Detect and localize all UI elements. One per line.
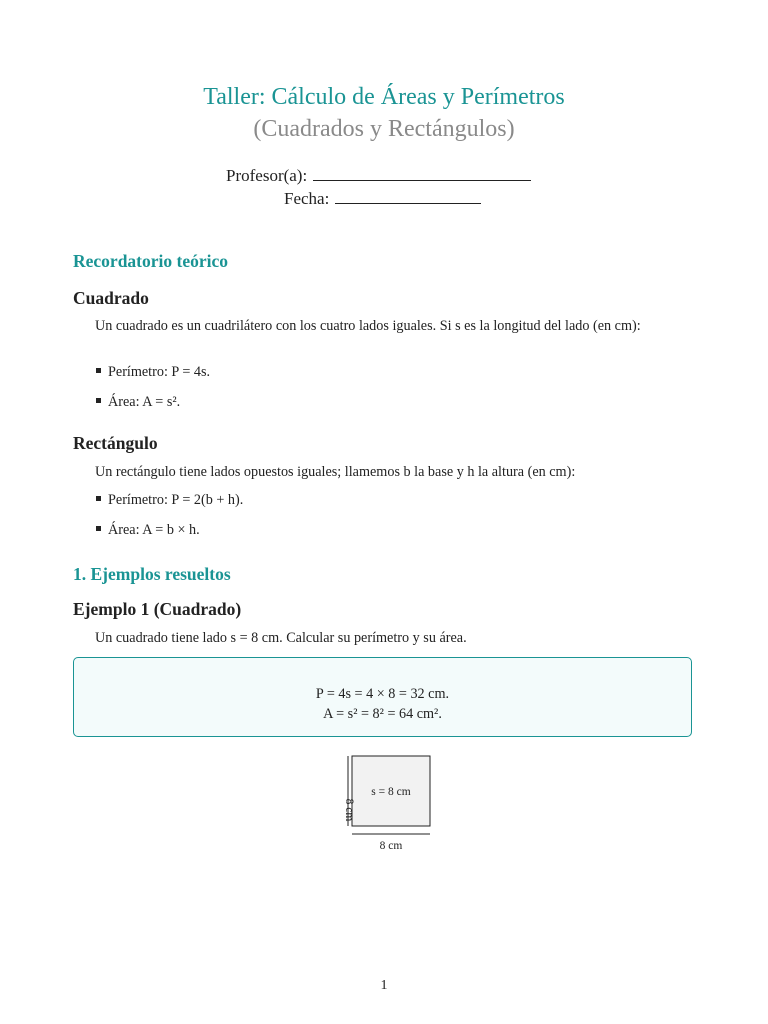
rectangle-area-text: Área: A = b × h. [108,522,200,538]
solution-area: A = s² = 8² = 64 cm². [323,706,442,722]
example1-heading: Ejemplo 1 (Cuadrado) [73,599,242,619]
profesor-label: Profesor(a): [226,166,308,185]
document-subtitle: (Cuadrados y Rectángulos) [253,116,515,142]
example1-statement: Un cuadrado tiene lado s = 8 cm. Calcular su perímetro y su área. [95,630,467,646]
rectangle-intro: Un rectángulo tiene lados opuestos iguales; llamemos b la base y h la altura (en cm): [95,464,576,480]
solution-box [73,657,692,737]
bullet-icon [96,496,101,501]
bullet-icon [96,398,101,403]
rectangle-perimeter-text: Perímetro: P = 2(b + h). [108,492,244,508]
examples-heading: 1. Ejemplos resueltos [73,564,231,584]
profesor-field [226,164,531,186]
bullet-icon [96,368,101,373]
square-inner-label: s = 8 cm [371,786,411,798]
side-dimension-label: 8 cm [343,798,355,822]
rectangle-perimeter-item [96,492,243,509]
solution-perimeter: P = 4s = 4 × 8 = 32 cm. [315,686,450,702]
bottom-dimension-label: 8 cm [379,840,403,852]
square-area-text: Área: A = s². [108,394,181,410]
rectangle-area-item [96,522,200,539]
square-area-item [96,394,180,411]
profesor-blank-line [313,164,531,181]
square-figure [330,748,450,858]
fecha-field [284,187,481,209]
document-title: Taller: Cálculo de Áreas y Perímetros [203,84,565,110]
page-number: 1 [380,978,388,993]
fecha-label: Fecha: [284,189,330,208]
theory-heading: Recordatorio teórico [73,251,228,271]
square-perimeter-text: Perímetro: P = 4s. [108,364,211,380]
square-intro: Un cuadrado es un cuadrilátero con los cuatro lados iguales. Si s es la longitud del lado (en cm): [95,318,641,334]
fecha-blank-line [335,187,481,204]
bullet-icon [96,526,101,531]
rectangle-heading: Rectángulo [73,433,158,453]
square-heading: Cuadrado [73,288,149,308]
square-perimeter-item [96,364,210,381]
